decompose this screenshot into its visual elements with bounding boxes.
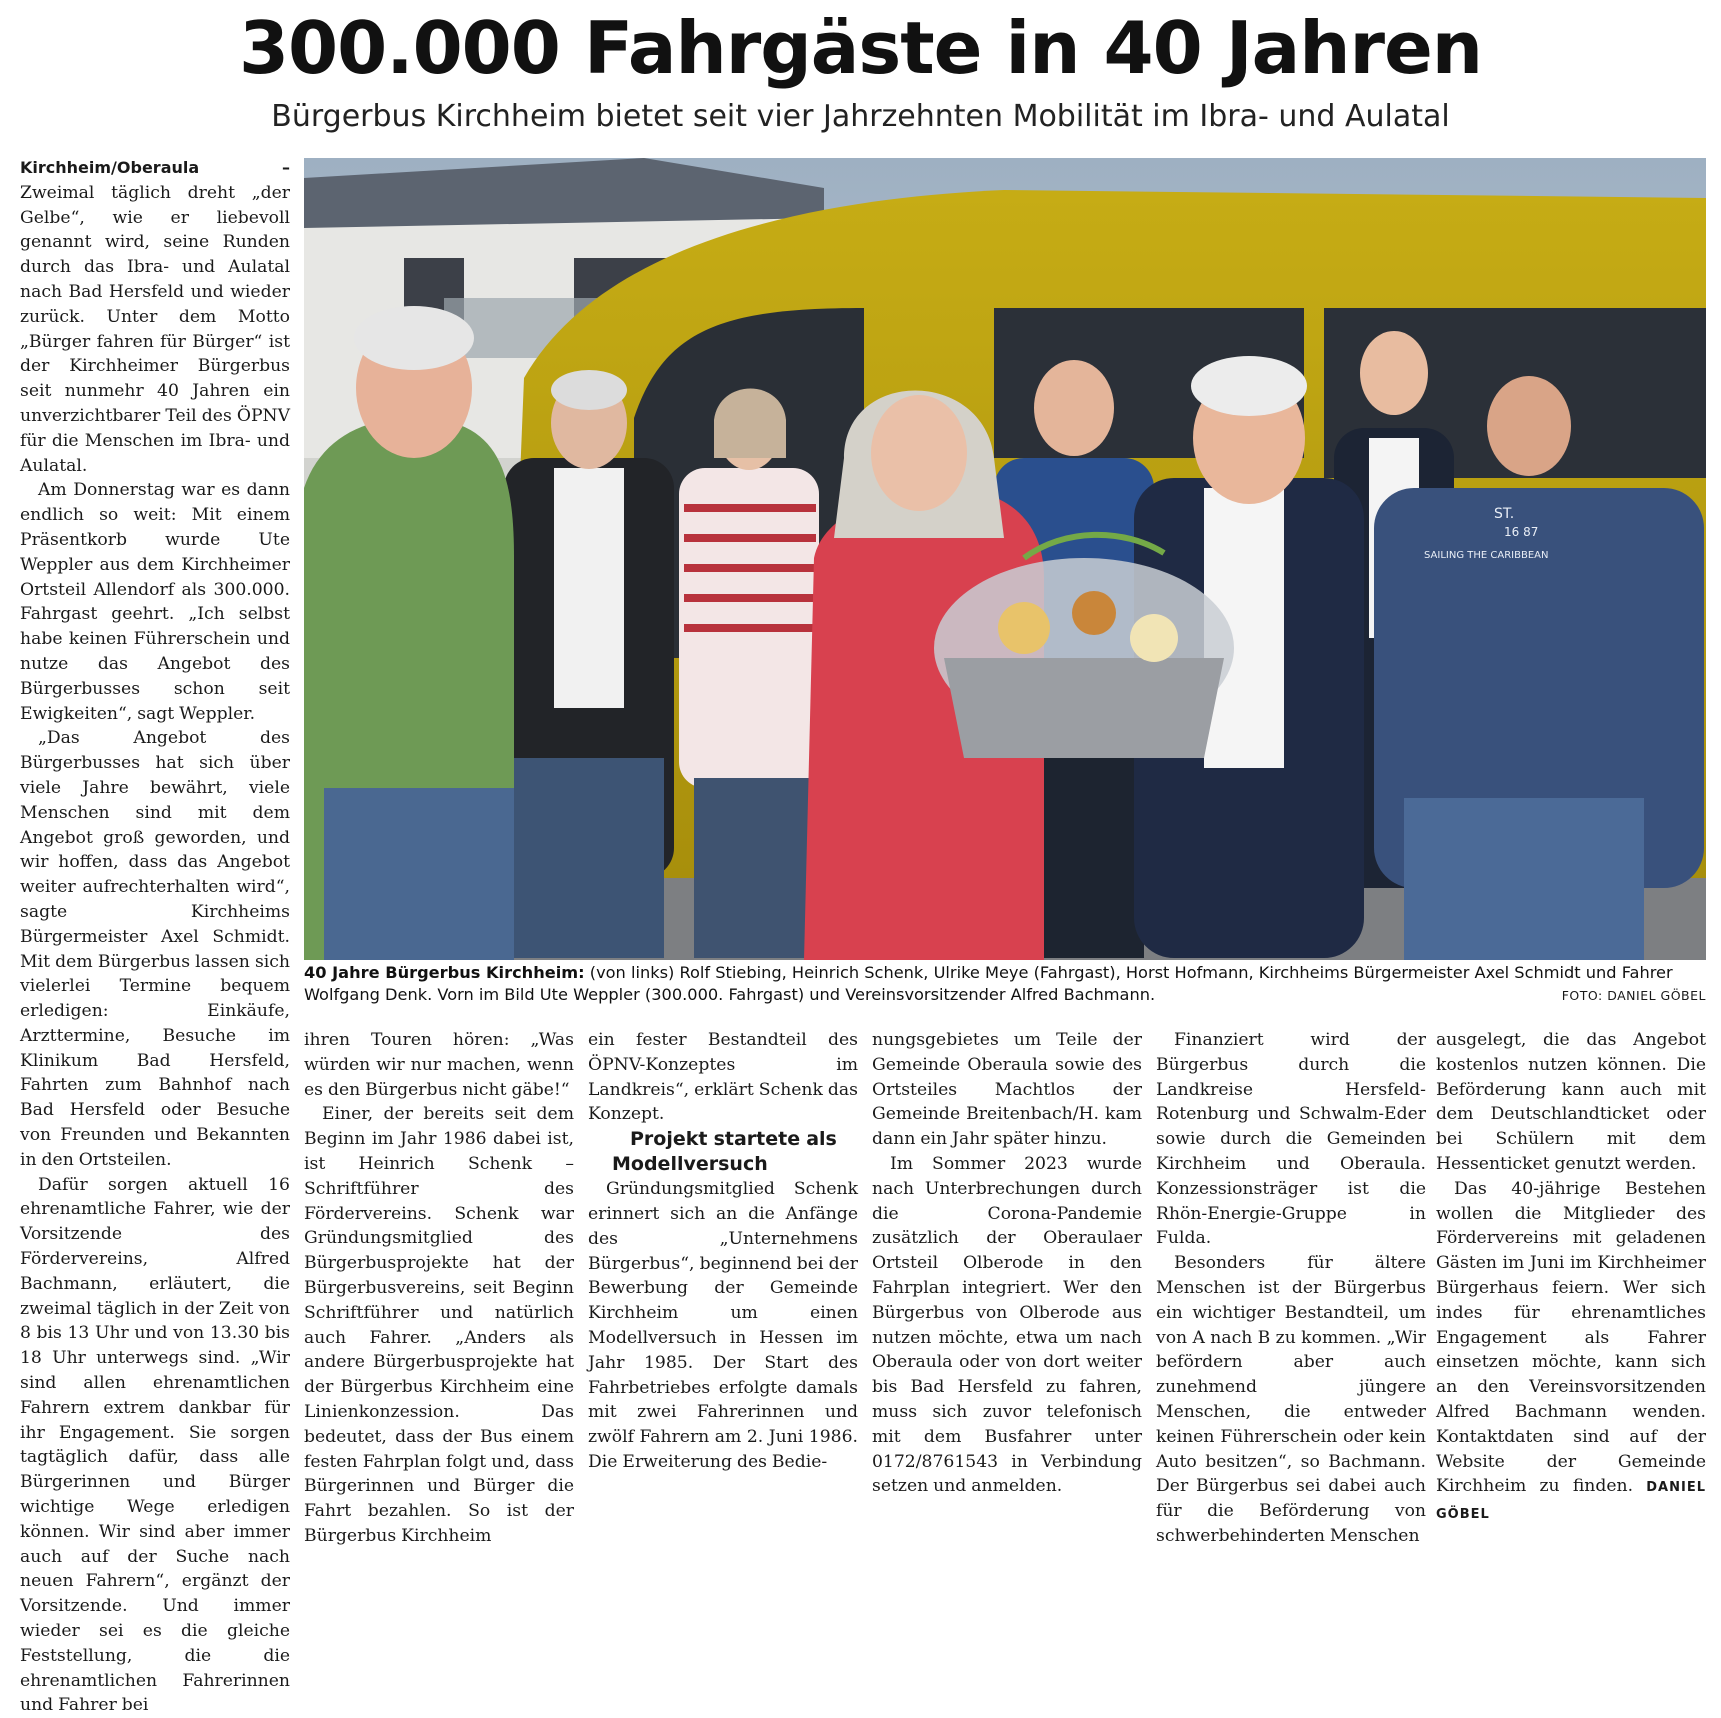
paragraph: Einer, der bereits seit dem Beginn im Jahr 1986 dabei ist, ist Heinrich Schenk – Schriftführer des Fördervereins. Schenk war Gründungsmitglied des Bürgerbusprojekte hat der Bürgerbusvereins, seit Beginn Schriftführer und natürlich auch Fahrer. „Anders als andere Bürgerbusprojekte hat der Bürgerbus Kirchheim eine Linienkonzession. Das bedeutet, dass der Bus einem festen Fahrplan folgt und, dass Bürgerinnen und Bürger die Fahrt bezahlen. So ist der Bürgerbus Kirchheim — [304, 1104, 574, 1546]
shirt-print: ST. — [1494, 506, 1515, 522]
photo-credit: FOTO: DANIEL GÖBEL — [1561, 988, 1706, 1003]
author-signature: DANIEL GÖBEL — [1436, 1480, 1706, 1523]
article-column-6 — [1436, 1028, 1706, 1523]
group-photo-illustration — [304, 158, 1706, 960]
paragraph: „Das Angebot des Bürgerbusses hat sich über viele Jahre bewährt, viele Menschen sind mit dem Angebot groß geworden, und wir hoffen, dass das Angebot weiter aufrechterhalten wird“, sagte Kirchheims Bürgermeister Axel Schmidt. Mit dem Bürgerbus lassen sich vielerlei Termine bequem erledigen: Einkäufe, Arzttermine, Besuche im Klinikum Bad Hersfeld, Fahrten zum Bahnhof nach Bad Hersfeld oder Besuche von Freunden und Bekannten in den Ortsteilen. — [20, 728, 290, 1170]
article-photo — [304, 158, 1706, 960]
paragraph: Am Donnerstag war es dann endlich so weit: Mit einem Präsentkorb wurde Ute Weppler aus dem Kirchheimer Ortsteil Allendorf als 300.000. Fahrgast geehrt. „Ich selbst habe keinen Führerschein und nutze das Angebot des Bürgerbusses schon seit Ewigkeiten“, sagt Weppler. — [20, 480, 290, 724]
caption-lead: 40 Jahre Bürgerbus Kirchheim: — [304, 963, 585, 982]
headline: 300.000 Fahrgäste in 40 Jahren — [238, 6, 1483, 90]
paragraph: Dafür sorgen aktuell 16 ehrenamtliche Fahrer, wie der Vorsitzende des Fördervereins, Alfred Bachmann, erläutert, die zweimal täglich in der Zeit von 8 bis 13 Uhr und von 13.30 bis 18 Uhr unterwegs sind. „Wir sind allen ehrenamtlichen Fahrern extrem dankbar für ihr Engagement. Sie sorgen tagtäglich dafür, dass alle Bürgerinnen und Bürger wichtige Wege erledigen können. Wir sind aber immer auch auf der Suche nach neuen Fahrern“, ergänzt der Vorsitzende. Und immer wieder sei es die gleiche Feststellung, die die ehrenamtlichen Fahrerinnen und Fahrer bei — [20, 1174, 290, 1716]
article-column-1 — [20, 156, 290, 1716]
photo-caption — [304, 962, 1706, 1010]
paragraph: ausgelegt, die das Angebot kostenlos nutzen können. Die Beförderung kann auch mit dem Deutschlandticket oder bei Schülern mit dem Hessenticket genutzt werden. — [1436, 1030, 1706, 1174]
shirt-print: SAILING THE CARIBBEAN — [1424, 550, 1549, 561]
paragraph: ihren Touren hören: „Was würden wir nur machen, wenn es den Bürgerbus nicht gäbe!“ — [304, 1030, 574, 1100]
paragraph-text: Das 40-jährige Bestehen wollen die Mitglieder des Fördervereins mit geladenen Gästen im Juni im Kirchheimer Bürgerhaus feiern. Wer sich indes für ehrenamtliches Engagement als Fahrer einsetzen möchte, kann sich an den Vereinsvorsitzenden Alfred Bachmann wenden. Kontaktdaten sind auf der Website der Gemeinde Kirchheim zu finden. — [1436, 1178, 1706, 1497]
shirt-print: 16 87 — [1504, 525, 1539, 539]
caption-text: (von links) Rolf Stiebing, Heinrich Schenk, Ulrike Meye (Fahrgast), Horst Hofmann, Kirchheims Bürgermeister Axel Schmidt und Fahrer Wolfgang Denk. Vorn im Bild Ute Weppler (300.000. Fahrgast) und Vereinsvorsitzender Alfred Bachmann. — [304, 963, 1673, 1004]
article-column-3 — [588, 1028, 858, 1472]
paragraph: Gründungsmitglied Schenk erinnert sich an die Anfänge des „Unternehmens Bürgerbus“, beginnend bei der Bewerbung der Gemeinde Kirchheim um einen Modellversuch in Hessen im Jahr 1985. Der Start des Fahrbetriebes erfolgte damals mit zwei Fahrerinnen und zwölf Fahrern am 2. Juni 1986. Die Erweiterung des Bedie- — [588, 1179, 858, 1472]
paragraph — [1436, 1177, 1706, 1528]
article-column-2 — [304, 1028, 574, 1546]
paragraph: Besonders für ältere Menschen ist der Bürgerbus ein wichtiger Bestandteil, um von A nach B zu kommen. „Wir befördern aber auch zunehmend jüngere Menschen, die entweder keinen Führerschein oder kein Auto besitzen“, so Bachmann. Der Bürgerbus sei dabei auch für die Beförderung von schwerbehinderten Menschen — [1156, 1253, 1426, 1546]
paragraph: Zweimal täglich dreht „der Gelbe“, wie er liebevoll genannt wird, seine Runden durch das Ibra- und Aulatal nach Bad Hersfeld und wieder zurück. Unter dem Motto „Bürger fahren für Bürger“ ist der Kirchheimer Bürgerbus seit nunmehr 40 Jahren ein unverzichtbarer Teil des ÖPNV für die Menschen im Ibra- und Aulatal. — [20, 182, 290, 476]
dateline: Kirchheim/Oberaula – — [20, 158, 290, 177]
article-column-4 — [872, 1028, 1142, 1497]
paragraph: Im Sommer 2023 wurde nach Unterbrechungen durch die Corona-Pandemie zusätzlich der Oberaulaer Ortsteil Olberode in den Fahrplan integriert. Wer den Bürgerbus von Olberode aus nutzen möchte, etwa um nach Oberaula oder von dort weiter bis Bad Hersfeld zu fahren, muss sich zuvor telefonisch mit dem Busfahrer unter 0172/8761543 in Verbindung setzen und anmelden. — [872, 1153, 1142, 1497]
section-subheading: Projekt startete als Modellversuch — [612, 1128, 837, 1176]
paragraph: nungsgebietes um Teile der Gemeinde Oberaula sowie des Ortsteiles Machtlos der Gemeinde Breitenbach/H. kam dann ein Jahr später hinzu. — [872, 1030, 1142, 1150]
subheadline: Bürgerbus Kirchheim bietet seit vier Jahrzehnten Mobilität im Ibra- und Aulatal — [271, 99, 1450, 134]
article-column-5 — [1156, 1028, 1426, 1546]
paragraph: ein fester Bestandteil des ÖPNV-Konzeptes im Landkreis“, erklärt Schenk das Konzept. — [588, 1030, 858, 1125]
paragraph: Finanziert wird der Bürgerbus durch die Landkreise Hersfeld-Rotenburg und Schwalm-Eder sowie durch die Gemeinden Kirchheim und Oberaula. Konzessionsträger ist die Rhön-Energie-Gruppe in Fulda. — [1156, 1030, 1426, 1249]
